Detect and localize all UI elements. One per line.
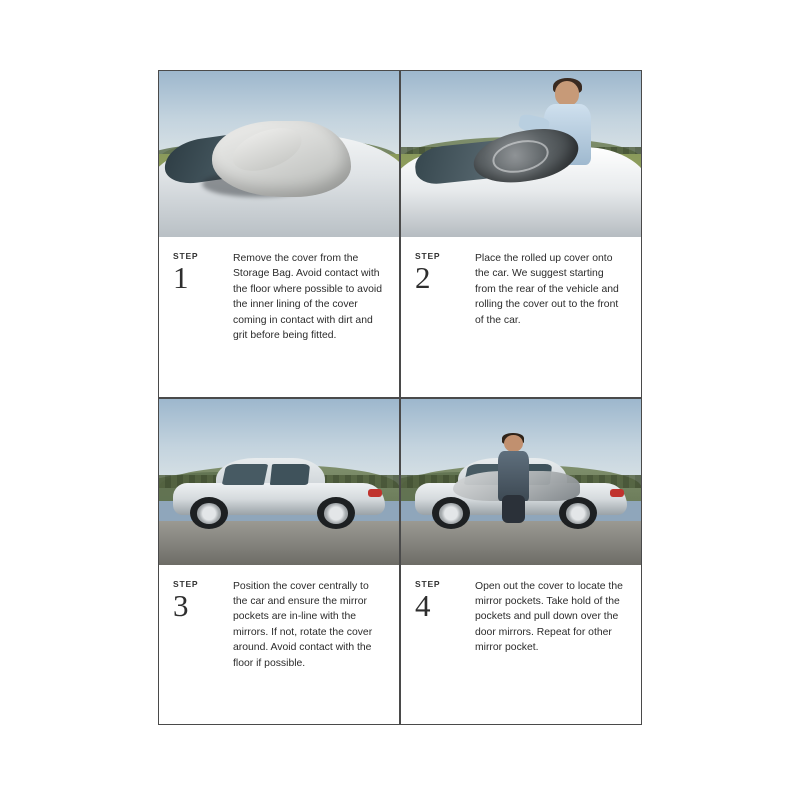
front-wheel <box>432 497 470 529</box>
front-wheel <box>190 497 228 529</box>
step-cell-1 <box>158 70 400 398</box>
person-head <box>504 435 523 452</box>
step-number-4: 4 <box>415 587 431 623</box>
step-number-block-3 <box>173 579 233 717</box>
step-number-1: 1 <box>173 260 189 295</box>
step-number-block-2 <box>415 251 475 389</box>
step-label-2: STEP <box>415 251 441 261</box>
photo-placing-rolled-cover <box>401 71 641 237</box>
photo-rolled-cover-on-bonnet <box>159 71 399 237</box>
photo-opening-cover-over-car <box>401 399 641 565</box>
step-text-1: Remove the cover from the Storage Bag. Avoid contact with the floor where possible to avoid the inner lining of the cover coming in contact with dirt and grit before being fitted. <box>233 253 383 342</box>
step-label-3: STEP <box>173 578 199 589</box>
person-shirt <box>498 451 528 501</box>
front-rim <box>439 503 463 524</box>
step-text-4: Open out the cover to locate the mirror pockets. Take hold of the pockets and pull down over the door mirrors. Repeat for other mirror pocket. <box>475 580 623 654</box>
taillight <box>610 489 625 497</box>
step-cell-3 <box>158 398 400 726</box>
rear-rim <box>324 503 348 524</box>
saloon-car <box>173 458 384 528</box>
step-number-2: 2 <box>415 260 431 295</box>
rear-rim <box>566 503 590 524</box>
taillight <box>368 489 383 497</box>
step-cell-4 <box>400 398 642 726</box>
rear-wheel <box>317 497 355 529</box>
step-caption-4 <box>401 565 641 725</box>
step-number-3: 3 <box>173 587 189 623</box>
step-caption-3 <box>159 565 399 725</box>
step-caption-2 <box>401 237 641 397</box>
person-head <box>555 81 579 106</box>
front-side-window <box>222 464 269 485</box>
instruction-sheet <box>158 70 642 725</box>
rear-wheel <box>559 497 597 529</box>
person-legs <box>502 495 526 523</box>
front-rim <box>197 503 221 524</box>
photo-silver-saloon-side-view <box>159 399 399 565</box>
step-caption-1 <box>159 237 399 397</box>
step-number-block-4 <box>415 579 475 717</box>
step-text-3: Position the cover centrally to the car and ensure the mirror pockets are in-line with the mirrors. If not, rotate the cover around. Avoid contact with the floor if possible. <box>233 580 373 669</box>
step-cell-2 <box>400 70 642 398</box>
step-label-4: STEP <box>415 578 441 589</box>
rear-side-window <box>269 464 309 485</box>
person-fitting-cover <box>497 435 531 521</box>
step-number-block-1 <box>173 251 233 389</box>
step-label-1: STEP <box>173 251 199 261</box>
step-text-2: Place the rolled up cover onto the car. We suggest starting from the rear of the vehicle and rolling the cover out to the front of the car. <box>475 253 619 326</box>
